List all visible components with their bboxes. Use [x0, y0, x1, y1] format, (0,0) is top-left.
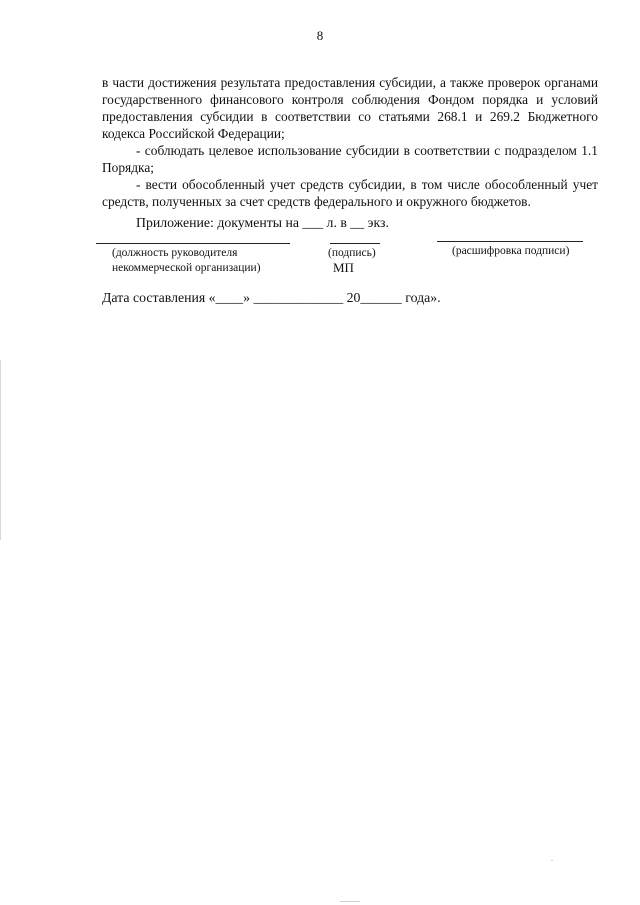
paragraph-2: - соблюдать целевое использование субсидии в соответствии с подразделом 1.1 Порядка; — [102, 143, 598, 175]
decryption-caption: (расшифровка подписи) — [452, 245, 570, 257]
body-text — [102, 74, 598, 210]
position-signature-line — [96, 243, 290, 244]
stamp-placeholder: МП — [333, 260, 354, 275]
paragraph-3: - вести обособленный учет средств субсидии, в том числе обособленный учет средств, полученных за счет средств федерального и окружного бюджетов. — [102, 177, 598, 209]
scan-dot-mark — [551, 860, 553, 861]
position-caption-line-2: некоммерческой организации) — [112, 262, 261, 274]
signature-line — [330, 243, 380, 244]
signature-caption: (подпись) — [328, 247, 376, 259]
scan-dot-mark — [340, 901, 360, 902]
position-caption — [112, 246, 261, 276]
position-caption-line-1: (должность руководителя — [112, 247, 238, 259]
attachment-line: Приложение: документы на ___ л. в __ экз. — [136, 215, 389, 230]
decryption-signature-line — [437, 241, 583, 242]
scan-edge-mark — [0, 360, 1, 540]
page-number: 8 — [316, 28, 324, 43]
paragraph-1: в части достижения результата предоставления субсидии, а также проверок органами государственного финансового контроля соблюдения Фондом порядка и условий предоставления субсидии в соответствии со статьями 268.1 и 269.2 Бюджетного кодекса Российской Федерации; — [102, 75, 598, 141]
date-line: Дата составления «____» _____________ 20______ года». — [102, 290, 441, 305]
